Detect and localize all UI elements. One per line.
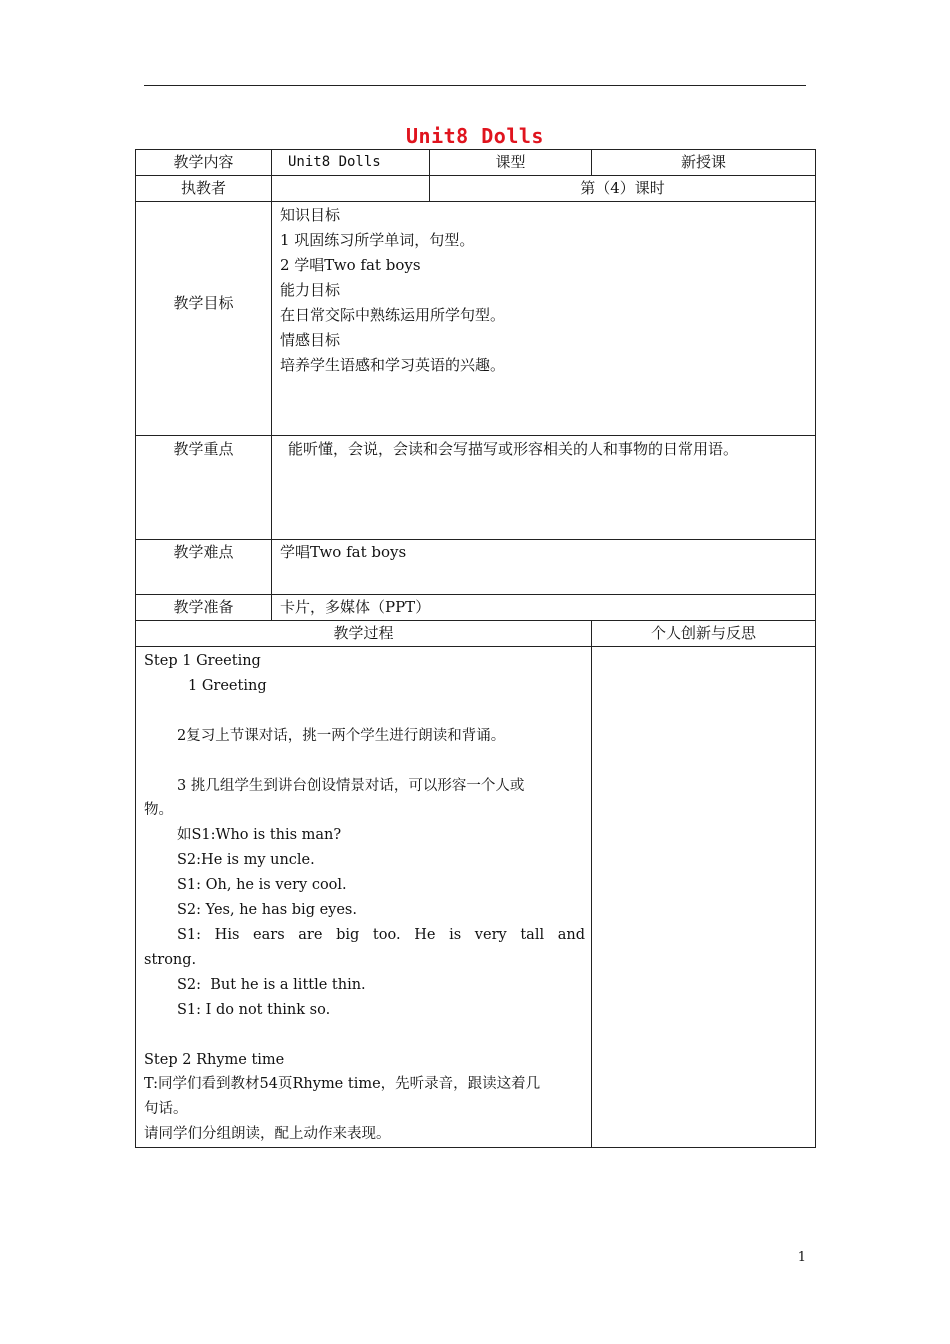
- difficulties-row: [136, 540, 816, 595]
- objectives-content: [272, 202, 816, 436]
- process-line: 如S1:Who is this man?: [177, 827, 342, 844]
- process-line: 2复习上节课对话，挑一两个学生进行朗读和背诵。: [177, 727, 506, 744]
- process-line: 物。: [144, 802, 173, 819]
- teacher-row: [136, 176, 816, 202]
- objectives-label: 教学目标: [136, 202, 272, 436]
- document-title: Unit8 Dolls: [406, 124, 544, 148]
- header-rule: [144, 85, 806, 86]
- objectives-line: 知识目标: [280, 206, 341, 224]
- content-label: 教学内容: [136, 150, 272, 176]
- process-line: [144, 749, 585, 774]
- process-content: [136, 647, 592, 1148]
- process-line: strong.: [144, 951, 197, 968]
- process-line: S1: His ears are big too. He is very tall and: [177, 926, 585, 943]
- process-line: 1 Greeting: [188, 677, 267, 694]
- key-points-row: [136, 436, 816, 540]
- type-value: 新授课: [592, 150, 816, 176]
- process-line: S1: Oh, he is very cool.: [177, 877, 347, 894]
- process-line: [144, 699, 585, 724]
- type-label: 课型: [430, 150, 592, 176]
- teacher-label: 执教者: [136, 176, 272, 202]
- preparation-label: 教学准备: [136, 595, 272, 621]
- objectives-line: 能力目标: [280, 281, 341, 299]
- content-row: [136, 150, 816, 176]
- objectives-line: 培养学生语感和学习英语的兴趣。: [280, 356, 506, 374]
- objectives-line: 2 学唱Two fat boys: [280, 256, 421, 274]
- process-line: 请同学们分组朗读，配上动作来表现。: [144, 1126, 391, 1143]
- page-number: 1: [797, 1250, 806, 1265]
- process-line: 3 挑几组学生到讲台创设情景对话，可以形容一个人或: [177, 777, 525, 794]
- process-row: [136, 647, 816, 1148]
- process-line: S2:He is my uncle.: [177, 852, 315, 869]
- content-value: Unit8 Dolls: [272, 150, 430, 176]
- objectives-row: [136, 202, 816, 436]
- process-header-row: [136, 621, 816, 647]
- process-header: 教学过程: [136, 621, 592, 647]
- preparation-row: [136, 595, 816, 621]
- reflection-header: 个人创新与反思: [592, 621, 816, 647]
- objectives-line: 1 巩固练习所学单词，句型。: [280, 231, 475, 249]
- objectives-line: 情感目标: [280, 331, 341, 349]
- process-line: [144, 1023, 585, 1048]
- difficulties-text: 学唱Two fat boys: [272, 540, 816, 595]
- lesson-number: 第（4）课时: [430, 176, 816, 202]
- key-points-text: 能听懂，会说，会读和会写描写或形容相关的人和事物的日常用语。: [272, 436, 816, 540]
- process-line: S2: Yes, he has big eyes.: [177, 902, 357, 919]
- preparation-text: 卡片，多媒体（PPT）: [272, 595, 816, 621]
- reflection-content: [592, 647, 816, 1148]
- process-line: S2: But he is a little thin.: [177, 976, 366, 993]
- difficulties-label: 教学难点: [136, 540, 272, 595]
- process-line: Step 1 Greeting: [144, 653, 261, 669]
- teacher-value: [272, 176, 430, 202]
- objectives-line: 在日常交际中熟练运用所学句型。: [280, 306, 506, 324]
- key-points-label: 教学重点: [136, 436, 272, 540]
- process-line: Step 2 Rhyme time: [144, 1051, 285, 1068]
- process-line: T:同学们看到教材54页Rhyme time，先听录音，跟读这着几: [144, 1076, 541, 1093]
- lesson-plan-table: [135, 149, 816, 1148]
- process-line: S1: I do not think so.: [177, 1001, 331, 1018]
- process-line: 句话。: [144, 1101, 188, 1118]
